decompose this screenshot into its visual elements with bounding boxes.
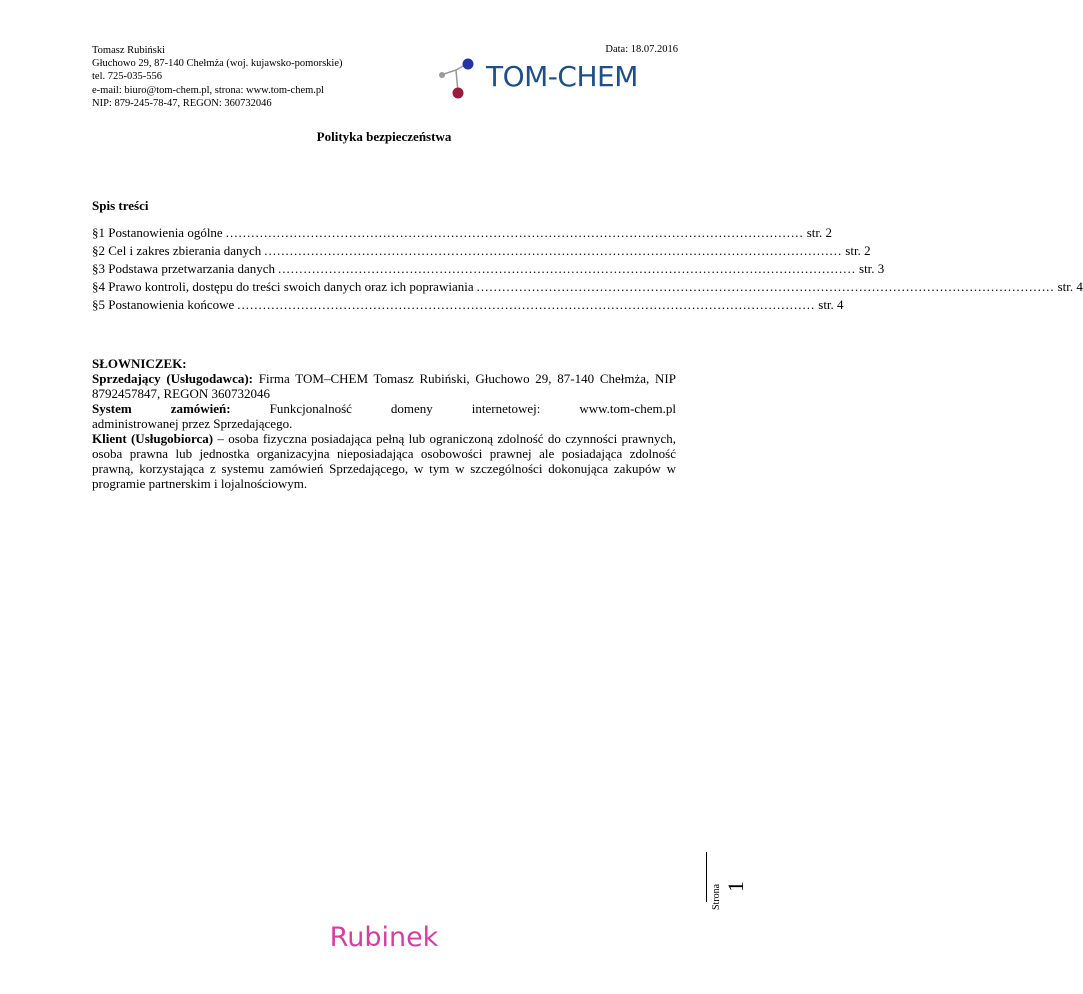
toc-entry-page: str. 2	[845, 243, 871, 258]
molecule-icon	[432, 58, 482, 102]
page-number: 1	[723, 881, 748, 892]
document-title: Polityka bezpieczeństwa	[316, 129, 452, 144]
glossary-definition-word: Funkcjonalność	[269, 401, 352, 416]
molecule-atom-grey	[439, 72, 445, 78]
toc-entry-title: §4 Prawo kontroli, dostępu do treści swoich danych oraz ich poprawiania	[92, 279, 474, 294]
sender-tax-ids: NIP: 879-245-78-47, REGON: 360732046	[92, 97, 272, 109]
toc-leader-dots: ........................................................................................................................................	[476, 279, 1055, 294]
molecule-atom-red	[453, 88, 464, 99]
glossary-term: Klient (Usługobiorca)	[92, 431, 214, 446]
glossary-entry-system	[92, 401, 676, 416]
toc-entry-title: §2 Cel i zakres zbierania danych	[92, 243, 262, 258]
toc-entry[interactable]	[92, 224, 833, 242]
sender-phone: tel. 725-035-556	[92, 71, 162, 83]
logo-wordmark: TOM-CHEM	[486, 60, 638, 93]
toc-leader-dots: ........................................................................................................................................	[225, 225, 804, 240]
toc-entry-page: str. 2	[806, 225, 833, 240]
glossary-section	[92, 356, 676, 491]
toc-leader-dots: ........................................................................................................................................	[264, 243, 843, 258]
glossary-definition: Firma TOM–CHEM Tomasz Rubiński, Głuchowo 29, 87-140 Chełmża, NIP 8792457847, REGON 360732046	[92, 371, 676, 401]
toc-entry-page: str. 4	[1057, 279, 1083, 294]
toc-entry[interactable]	[92, 242, 871, 260]
toc-entry-title: §3 Podstawa przetwarzania danych	[92, 261, 276, 276]
toc-entry-title: §1 Postanowienia ogólne	[92, 225, 223, 240]
glossary-definition-continued: administrowanej przez Sprzedającego.	[92, 416, 293, 431]
toc-entry[interactable]	[92, 296, 844, 314]
toc-entry-title: §5 Postanowienia końcowe	[92, 297, 235, 312]
toc-entry[interactable]	[92, 260, 885, 278]
toc-heading: Spis treści	[92, 198, 149, 213]
sender-contact: e-mail: biuro@tom-chem.pl, strona: www.tom-chem.pl	[92, 84, 325, 96]
toc-entry-page: str. 3	[859, 261, 885, 276]
toc-entry[interactable]	[92, 278, 1083, 296]
document-date: Data: 18.07.2016	[605, 44, 678, 55]
glossary-term: Sprzedający (Usługodawca):	[92, 371, 253, 386]
page-label: Strona	[711, 883, 722, 910]
rubinek-footer-logo: Rubinek	[329, 922, 439, 953]
glossary-definition-word: internetowej:	[471, 401, 541, 416]
glossary-definition-word: www.tom-chem.pl	[579, 401, 676, 416]
table-of-contents	[92, 224, 1083, 314]
glossary-entry-client	[92, 431, 676, 491]
glossary-term-word: zamówień:	[170, 401, 231, 416]
sender-name: Tomasz Rubiński	[92, 45, 166, 56]
toc-leader-dots: ........................................................................................................................................	[237, 297, 816, 312]
molecule-atom-blue	[463, 59, 474, 70]
glossary-term-word: System	[92, 401, 132, 416]
glossary-entry-seller	[92, 371, 676, 401]
tom-chem-logo	[432, 58, 672, 102]
toc-leader-dots: ........................................................................................................................................	[278, 261, 857, 276]
page-number-marker	[706, 852, 748, 910]
sender-address: Głuchowo 29, 87-140 Chełmża (woj. kujawsko-pomorskie)	[92, 58, 343, 70]
sender-address-block	[92, 44, 343, 110]
glossary-heading: SŁOWNICZEK:	[92, 356, 187, 371]
glossary-definition: – osoba fizyczna posiadająca pełną lub ograniczoną zdolność do czynności prawnych, osoba prawna lub jednostka organizacyjna nieposiadająca osobowości prawnej ale posiadająca zdolność prawną, korzystająca z systemu zamówień Sprzedającego, w tym w szczególności dokonująca zakupów w programie partnerskim i lojalnościowym.	[92, 431, 676, 491]
glossary-definition-word: domeny	[390, 401, 433, 416]
toc-entry-page: str. 4	[818, 297, 844, 312]
